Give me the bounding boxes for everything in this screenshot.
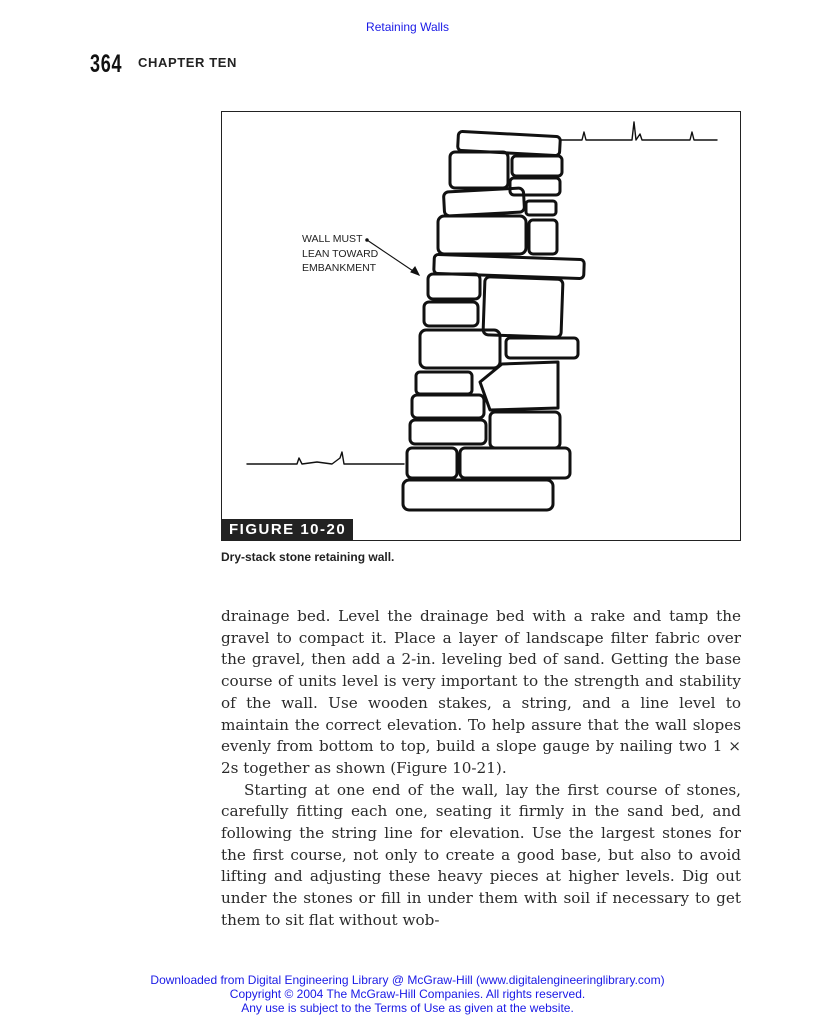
footer-copyright: Copyright © 2004 The McGraw-Hill Companies. All rights reserved. <box>229 987 586 1001</box>
footer-notice <box>0 973 815 1015</box>
figure-frame <box>221 111 741 541</box>
figure-label: FIGURE 10-20 <box>222 519 353 540</box>
paragraph-2: Starting at one end of the wall, lay the first course of stones, carefully fitting each one, seating it firmly in the sand bed, and following the string line for elevation. Use the largest stones for the first course, not only to create a good base, but also to avoid lifting and adjusting these heavy pieces at higher levels. Dig out under the stones or fill in under them with soil if necessary to get them to sit flat without wob- <box>221 780 741 929</box>
figure-caption: Dry-stack stone retaining wall. <box>221 550 395 564</box>
retaining-wall-illustration <box>222 112 740 540</box>
footer-terms-link[interactable]: Any use is subject to the Terms of Use as given at the website. <box>241 1001 574 1015</box>
page-number: 364 <box>90 50 123 78</box>
running-title-link[interactable]: Retaining Walls <box>366 20 449 34</box>
wall-lean-annotation: WALL MUST LEAN TOWARD EMBANKMENT <box>302 233 379 274</box>
body-text <box>221 606 741 932</box>
paragraph-1: drainage bed. Level the drainage bed with a rake and tamp the gravel to compact it. Place a layer of landscape filter fabric over the gravel, then add a 2-in. leveling bed of sand. Getting the base course of units level is very important to the strength and stability of the wall. Use wooden stakes, a string, and a line level to maintain the correct elevation. To help assure that the wall slopes evenly from bottom to top, build a slope gauge by nailing two 1 × 2s together as shown (Figure 10-21). <box>221 607 741 777</box>
chapter-heading: CHAPTER TEN <box>138 55 238 70</box>
footer-download-link[interactable]: Downloaded from Digital Engineering Library @ McGraw-Hill (www.digitalengineeringlibrary.com) <box>150 973 665 987</box>
